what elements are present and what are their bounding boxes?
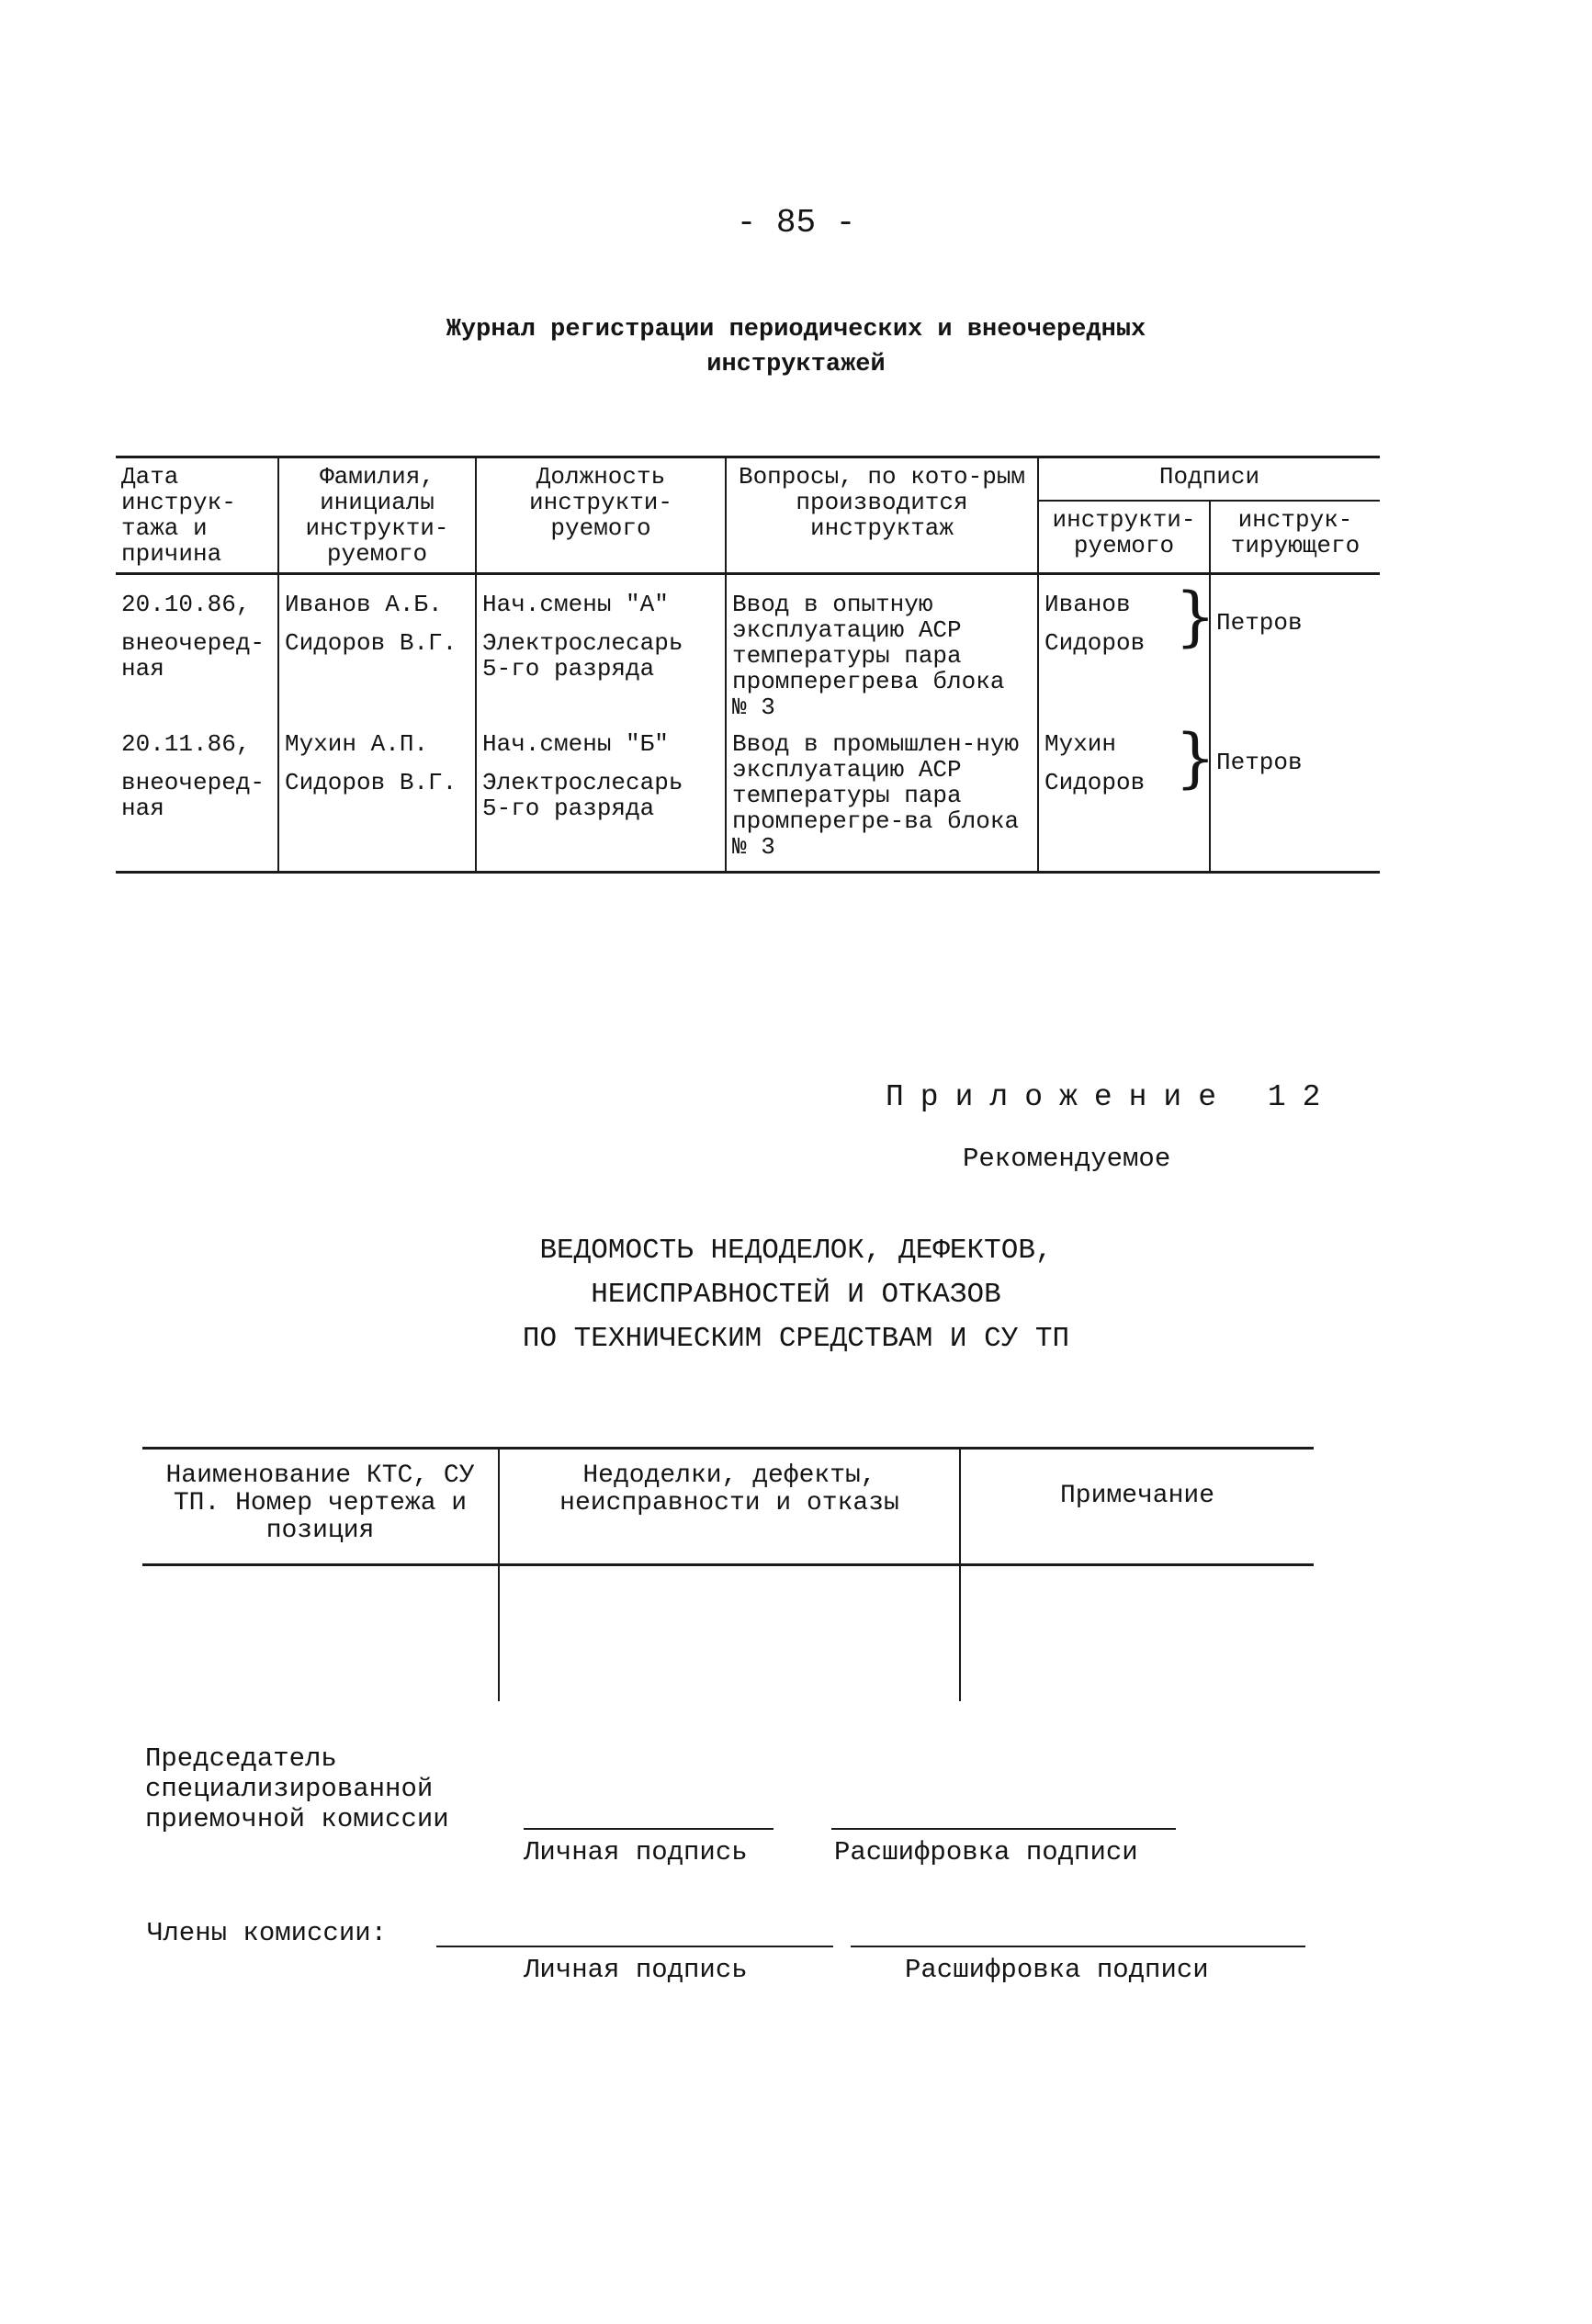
row-position: Электрослесарь 5-го разряда [482,629,683,683]
header-defects: Недоделки, дефекты, неисправности и отказы [499,1449,960,1565]
row-question: Ввод в опытную эксплуатацию АСР температуры пара промперегрева блока № 3 [732,591,1005,721]
journal-table [116,456,1380,874]
chair-line: специализированной [145,1774,434,1804]
appendix-label: Приложение 12 [886,1080,1338,1114]
members-label: Члены комиссии: [147,1918,388,1948]
row-signature: Сидоров [1044,629,1146,657]
header-signatures: Подписи [1158,463,1260,491]
signature-line [831,1828,1176,1830]
row-signature: Иванов [1044,591,1131,618]
row-date: 20.11.86, [121,730,251,758]
row-date: 20.10.86, [121,591,251,618]
table-row [116,726,1380,873]
row-name: Мухин А.П. [285,730,429,758]
signature-line [436,1946,833,1947]
table-row [142,1565,1314,1702]
header-note: Примечание [1059,1482,1215,1510]
signature-decoding-caption: Расшифровка подписи [834,1837,1138,1867]
header-sig-instructed: инструкти-руемого [1038,501,1210,573]
header-name: Фамилия, инициалы инструкти-руемого [278,457,476,574]
row-name: Иванов А.Б. [285,591,443,618]
empty-cell [142,1565,499,1702]
journal-title [0,312,1592,382]
row-signature: Сидоров [1044,769,1146,796]
empty-cell [499,1565,960,1702]
appendix-title [0,1229,1592,1361]
signature-line [851,1946,1305,1947]
header-date: Дата инструк-тажа и причина [116,457,278,574]
appendix-title-line1: ВЕДОМОСТЬ НЕДОДЕЛОК, ДЕФЕКТОВ, [539,1235,1053,1267]
header-equipment: Наименование КТС, СУ ТП. Номер чертежа и позиция [142,1449,499,1565]
row-signature: Мухин [1044,730,1117,758]
brace-icon: } [1175,720,1216,795]
empty-cell [960,1565,1314,1702]
chair-line: Председатель [145,1743,337,1774]
row-question: Ввод в промышлен-ную эксплуатацию АСР температуры пара промперегре-ва блока № 3 [732,730,1020,861]
journal-title-line1: Журнал регистрации периодических и внеочередных [446,316,1146,344]
signature-line [524,1828,773,1830]
header-sig-instructor: инструк-тирующего [1210,501,1380,573]
row-instructor: Петров [1216,609,1303,637]
appendix-title-line2: НЕИСПРАВНОСТЕЙ И ОТКАЗОВ [591,1279,1001,1311]
appendix-note: Рекомендуемое [963,1144,1171,1174]
header-position: Должность инструкти-руемого [476,457,726,574]
header-questions: Вопросы, по кото-рым производится инструктаж [726,457,1038,574]
page-number: - 85 - [736,204,856,242]
row-position: Нач.смены "А" [482,591,669,618]
chairman-label [145,1743,449,1834]
table-row [116,574,1380,727]
signature-decoding-caption: Расшифровка подписи [905,1955,1209,1985]
journal-title-line2: инструктажей [706,351,886,378]
row-reason: внеочеред-ная [121,629,265,683]
chair-line: приемочной комиссии [145,1804,449,1834]
personal-signature-caption: Личная подпись [524,1955,748,1985]
personal-signature-caption: Личная подпись [524,1837,748,1867]
appendix-title-line3: ПО ТЕХНИЧЕСКИМ СРЕДСТВАМ И СУ ТП [522,1323,1070,1355]
row-name: Сидоров В.Г. [285,769,457,796]
row-position: Нач.смены "Б" [482,730,669,758]
row-name: Сидоров В.Г. [285,629,457,657]
row-position: Электрослесарь 5-го разряда [482,769,683,822]
defects-table [142,1447,1314,1701]
brace-icon: } [1175,579,1216,654]
row-reason: внеочеред-ная [121,769,265,822]
row-instructor: Петров [1216,749,1303,776]
